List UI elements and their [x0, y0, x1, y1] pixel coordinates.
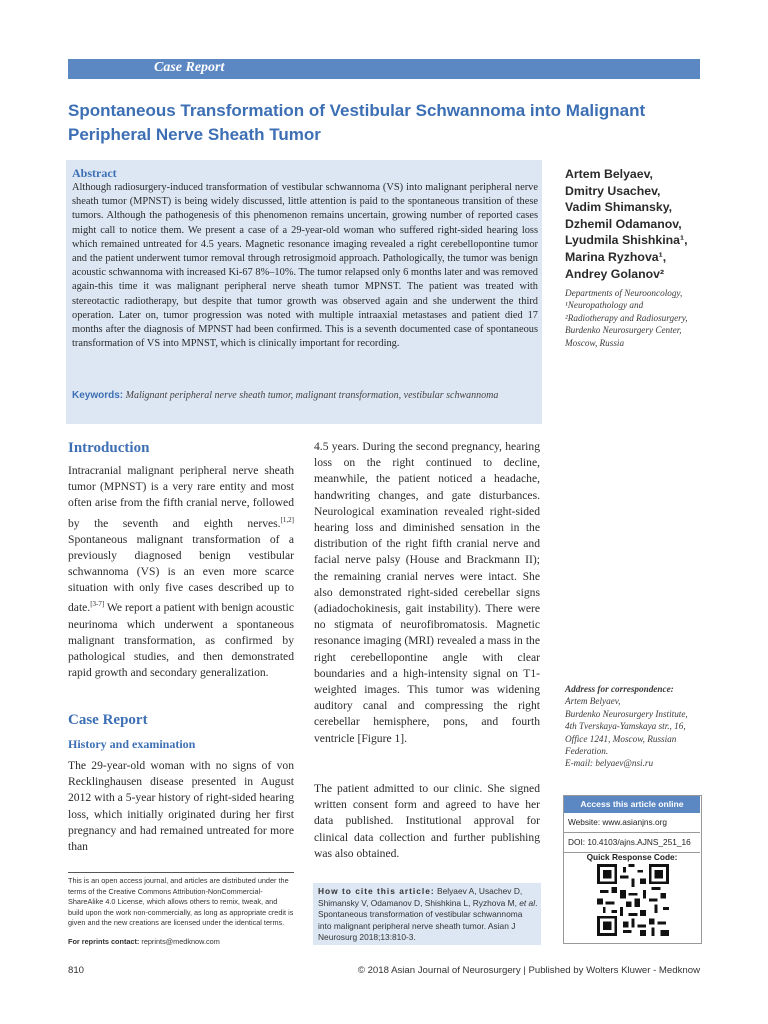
reprints-contact [68, 937, 294, 946]
footer-copyright: © 2018 Asian Journal of Neurosurgery | Published by Wolters Kluwer - Medknow [357, 965, 700, 976]
citation-body: Belyaev A, Usachev D, Shimansky V, Odamanov D, Shishkina L, Ryzhova M, et al. Spontaneous transformation of vestibular schwannoma into malignant peripheral nerve sheath tumor. Asian J Neurosurg 2018;13:810-3. [318, 886, 538, 943]
author-name: Andrey Golanov² [565, 266, 665, 281]
introduction-heading: Introduction [68, 440, 150, 456]
website-link[interactable]: Website: www.asianjns.org [564, 813, 700, 833]
affiliation-line: ¹Neuropathology and [565, 300, 644, 311]
correspondence-line: Artem Belyaev, [565, 696, 621, 707]
section-label: Case Report [154, 60, 225, 75]
correspondence-line: Federation. [565, 746, 609, 757]
affiliation-line: Moscow, Russia [565, 337, 625, 348]
author-name: Dmitry Usachev, [565, 183, 661, 198]
keywords-text: Malignant peripheral nerve sheath tumor, malignant transformation, vestibular schwannoma [125, 390, 499, 401]
article-title: Spontaneous Transformation of Vestibular Schwannoma into Malignant Peripheral Nerve Sheath Tumor [68, 101, 646, 144]
reprints-email[interactable]: reprints@medknow.com [141, 937, 220, 946]
history-subheading: History and examination [68, 737, 196, 751]
keywords-label: Keywords: [72, 390, 124, 401]
author-name: Lyudmila Shishkina¹, [565, 233, 688, 248]
divider [68, 872, 294, 873]
doi-link[interactable]: DOI: 10.4103/ajns.AJNS_251_16 [564, 833, 700, 853]
affiliation-line: Departments of Neurooncology, [565, 288, 683, 298]
abstract-text: Although radiosurgery-induced transformation of vestibular schwannoma (VS) into malignant peripheral nerve sheath tumor (MPNST) is being widely discussed, little attention is paid to the spontaneous transition of these tumors. Although the pathogenesis of this phenomenon remains uncertain, growing number of reported cases might call to notice them. We present a case of a 29-year-old woman who suffered right-sided hearing loss which remained untreated for 4.5 years. Magnetic resonance imaging revealed a right cerebellopontine tumor and the patient underwent tumor removal through retrosigmoid approach. Pathologically, the tumor was benign acoustic schwannoma with increased Ki-67 8%–10%. The tumor relapsed only 6 months later and was removed again-this time it was malignant peripheral nerve sheath tumor MPNST. The patient was treated with stereotactic radiotherapy, but despite that tumor growth was observed again and she underwent the third operation. Later on, tumor progression was noted with multiple intraaxial metastases and patient died 17 months after the diagnosis of MPNST had been confirmed. This is a seventh documented case of spontaneous transformation of VS into MPNST, which is clinically important for recording. [72, 182, 538, 350]
reprints-label: For reprints contact: [68, 937, 140, 946]
correspondence-email[interactable]: E-mail: belyaev@nsi.ru [565, 758, 654, 769]
author-name: Vadim Shimansky, [565, 200, 673, 215]
correspondence-line: 4th Tverskaya-Yamskaya str., 16, [565, 721, 686, 732]
introduction-text: Intracranial malignant peripheral nerve sheath tumor (MPNST) is a very rare entity and most often arise from the fifth cranial nerve, followed by the seventh and eighth nerves.[1,2] Spontaneous malignant transformation of a previously diagnosed benign vestibular schwannoma (VS) is an even more scarce situation with only five cases described up to date.[3-7] We report a patient with benign acoustic neurinoma which underwent a spontaneous malignant transformation, as confirmed by pathological studies, and then demonstrated rapid growth and secondary generalization. [68, 464, 294, 680]
author-name: Marina Ryzhova¹, [565, 249, 667, 264]
correspondence-line: Office 1241, Moscow, Russian [565, 733, 677, 744]
page-number: 810 [68, 965, 85, 976]
history-text: The 29-year-old woman with no signs of von Recklinghausen disease presented in August 2012 with a 5-year history of right-sided hearing loss, which initially originated during her first pregnancy and had remained untreated for more than [68, 759, 294, 854]
affiliation-line: Burdenko Neurosurgery Center, [565, 325, 682, 336]
author-name: Dzhemil Odamanov, [565, 216, 682, 231]
author-list [565, 166, 715, 282]
affiliations [565, 287, 715, 349]
case-report-heading: Case Report [68, 712, 148, 728]
correspondence-line: Burdenko Neurosurgery Institute, [565, 708, 688, 719]
keywords [72, 389, 538, 403]
access-title: Access this article online [564, 796, 700, 813]
correspondence-address [565, 683, 715, 770]
author-name: Artem Belyaev, [565, 167, 653, 181]
correspondence-label: Address for correspondence: [565, 684, 674, 694]
citation-text [318, 886, 538, 944]
qr-label: Quick Response Code: [586, 852, 678, 862]
citation-label: How to cite this article: [318, 886, 435, 896]
license-text: This is an open access journal, and articles are distributed under the terms of the Creative Commons Attribution-NonCommercial-ShareAlike 4.0 License, which allows others to remix, tweak, and build upon the work non-commercially, as long as appropriate credit is given and the new creations are licensed under the identical terms. [68, 876, 294, 928]
body-paragraph: 4.5 years. During the second pregnancy, hearing loss on the right continued to decline, meanwhile, the patient noticed a headache, handwriting changes, and gate disturbances. Neurological examination revealed right-sided hearing loss and diminished sensation in the distribution of the right fifth cranial nerve and facial nerve palsy (House and Brackmann II); the remaining cranial nerves were intact. She also demonstrated right-sided cerebellar signs (adiadochokinesis, gait instability). There were no stigmata of neurofibromatosis. Magnetic resonance imaging (MRI) revealed a mass in the right cerebellopontine angle with clear boundaries and a high-intensity signal on T1-weighted images. This tumor was widening auditory canal and compressing the right cerebellar hemisphere, pons, and fourth ventricle [Figure 1]. [314, 440, 540, 745]
qr-code-icon[interactable] [597, 864, 669, 936]
abstract-heading: Abstract [72, 166, 117, 180]
body-paragraph: The patient admitted to our clinic. She signed written consent form and agreed to have her data published. Institutional approval for clinical data collection and further publishing was also obtained. [314, 782, 540, 860]
affiliation-line: ²Radiotherapy and Radiosurgery, [565, 312, 688, 323]
